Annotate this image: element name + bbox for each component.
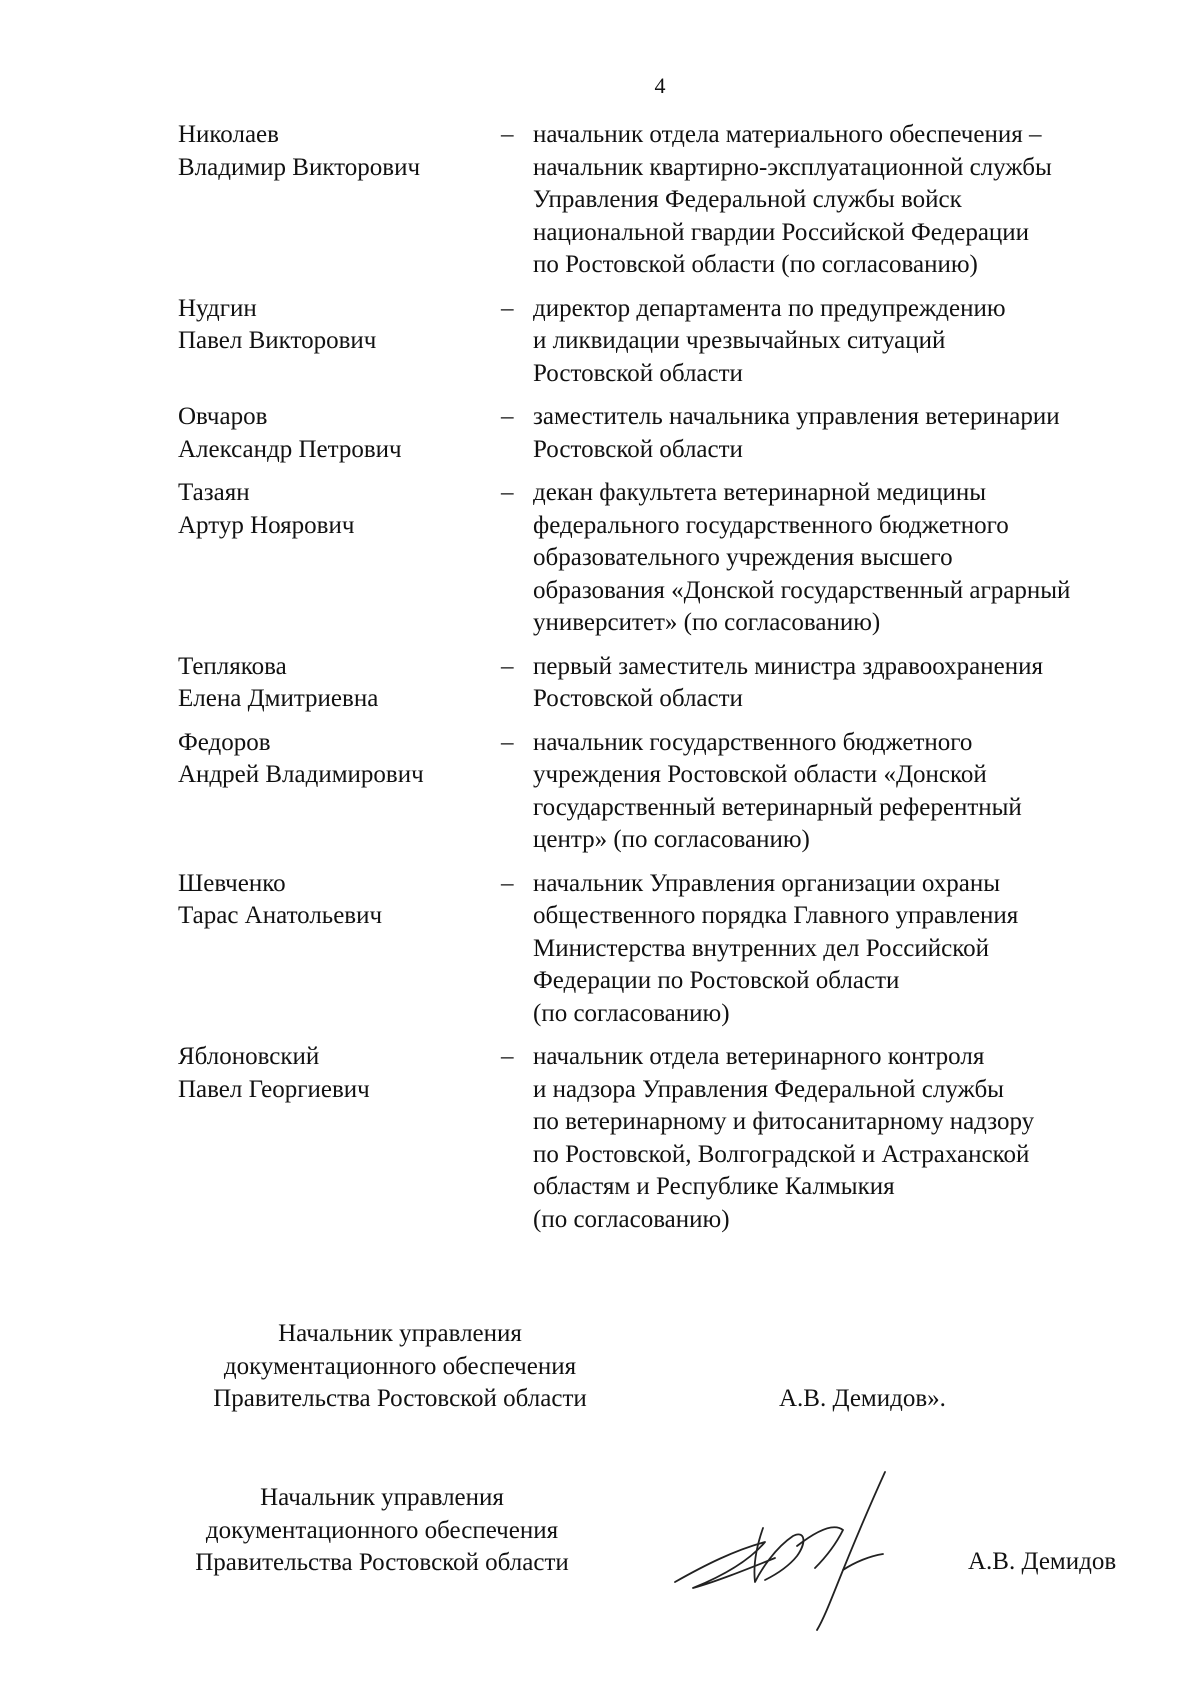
member-given-names: Павел Георгиевич [178, 1075, 370, 1103]
member-name [178, 727, 498, 857]
member-given-names: Тарас Анатольевич [178, 902, 383, 929]
dash-separator: – [501, 294, 514, 322]
member-name [178, 477, 498, 640]
list-item [178, 727, 1146, 857]
member-list [178, 119, 1146, 1247]
position-line: и надзора Управления Федеральной службы [533, 1075, 1004, 1103]
member-surname: Тазаян [178, 479, 250, 506]
position-line: начальник Управления организации охраны [533, 869, 1001, 897]
member-position [533, 477, 1146, 640]
position-line: по ветеринарному и фитосанитарному надзору [533, 1108, 1035, 1135]
position-line: центр» (по согласованию) [533, 826, 810, 853]
signature-block-annex [180, 1318, 620, 1416]
member-position [533, 651, 1146, 716]
member-given-names: Владимир Викторович [178, 153, 421, 181]
position-line: государственный ветеринарный референтный [533, 793, 1022, 821]
position-line: национальной гвардии Российской Федерации [533, 218, 1030, 246]
position-line: Федерации по Ростовской области [533, 967, 900, 994]
dash-separator: – [501, 652, 514, 680]
position-line: первый заместитель министра здравоохранения [533, 652, 1043, 680]
list-item [178, 477, 1146, 640]
position-line: общественного порядка Главного управления [533, 902, 1019, 929]
position-line: Ростовской области [533, 359, 743, 387]
dash-separator: – [501, 869, 514, 897]
position-line: (по согласованию) [533, 999, 730, 1027]
list-item [178, 1041, 1146, 1236]
position-line: областям и Республике Калмыкия [533, 1173, 895, 1200]
handwritten-signature [665, 1470, 965, 1640]
member-surname: Нудгин [178, 294, 257, 322]
dash-separator: – [501, 403, 514, 430]
position-line: и ликвидации чрезвычайных ситуаций [533, 327, 946, 354]
member-position [533, 868, 1146, 1031]
member-position [533, 401, 1146, 466]
member-given-names: Елена Дмитриевна [178, 685, 379, 712]
position-line: заместитель начальника управления ветеринарии [533, 403, 1060, 430]
list-item [178, 401, 1146, 466]
member-name [178, 119, 498, 282]
signatory-name-annex: А.В. Демидов». [779, 1385, 946, 1412]
member-name [178, 1041, 498, 1236]
position-line: декан факультета ветеринарной медицины [533, 479, 987, 506]
member-surname: Яблоновский [178, 1043, 320, 1070]
list-item [178, 868, 1146, 1031]
position-line: директор департамента по предупреждению [533, 294, 1006, 322]
member-name [178, 293, 498, 391]
position-line: Министерства внутренних дел Российской [533, 934, 989, 962]
signatory-title-line: Правительства Ростовской области [195, 1549, 569, 1576]
list-item [178, 293, 1146, 391]
page-number: 4 [654, 73, 666, 98]
position-line: Ростовской области [533, 435, 743, 463]
dash-separator: – [501, 1043, 514, 1070]
position-line: (по согласованию) [533, 1205, 730, 1233]
position-line: образования «Донской государственный аграрный [533, 576, 1071, 604]
member-position [533, 119, 1146, 282]
dash-separator: – [501, 121, 514, 148]
member-name [178, 868, 498, 1031]
position-line: Ростовской области [533, 685, 743, 712]
position-line: Управления Федеральной службы войск [533, 186, 962, 213]
signatory-title [162, 1482, 602, 1580]
position-line: по Ростовской, Волгоградской и Астраханской [533, 1140, 1030, 1168]
signatory-title-line: Начальник управления [278, 1320, 522, 1347]
position-line: начальник отдела материального обеспечения – [533, 121, 1042, 148]
position-line: федерального государственного бюджетного [533, 511, 1009, 539]
member-name [178, 651, 498, 716]
member-surname: Николаев [178, 121, 279, 148]
signatory-title-line: Начальник управления [260, 1484, 504, 1511]
signatory-title-line: документационного обеспечения [223, 1352, 577, 1380]
position-line: по Ростовской области (по согласованию) [533, 251, 978, 278]
position-line: начальник отдела ветеринарного контроля [533, 1043, 985, 1070]
member-surname: Федоров [178, 728, 271, 756]
signatory-title-line: Правительства Ростовской области [213, 1385, 587, 1412]
position-line: начальник государственного бюджетного [533, 728, 973, 756]
member-surname: Овчаров [178, 403, 268, 430]
signatory-name-final: А.В. Демидов [968, 1548, 1117, 1575]
position-line: начальник квартирно-эксплуатационной службы [533, 153, 1052, 181]
member-position [533, 727, 1146, 857]
position-line: образовательного учреждения высшего [533, 544, 953, 571]
dash-separator: – [501, 479, 514, 506]
member-position [533, 293, 1146, 391]
list-item [178, 651, 1146, 716]
dash-separator: – [501, 728, 514, 756]
member-surname: Теплякова [178, 652, 287, 680]
member-given-names: Артур Ноярович [178, 511, 355, 539]
position-line: учреждения Ростовской области «Донской [533, 761, 987, 788]
member-surname: Шевченко [178, 869, 286, 897]
position-line: университет» (по согласованию) [533, 609, 881, 636]
member-name [178, 401, 498, 466]
member-given-names: Андрей Владимирович [178, 761, 424, 788]
member-position [533, 1041, 1146, 1236]
signature-block-final [162, 1482, 602, 1580]
member-given-names: Александр Петрович [178, 435, 402, 463]
signatory-title [180, 1318, 620, 1416]
member-given-names: Павел Викторович [178, 327, 377, 354]
signatory-title-line: документационного обеспечения [205, 1516, 559, 1544]
list-item [178, 119, 1146, 282]
